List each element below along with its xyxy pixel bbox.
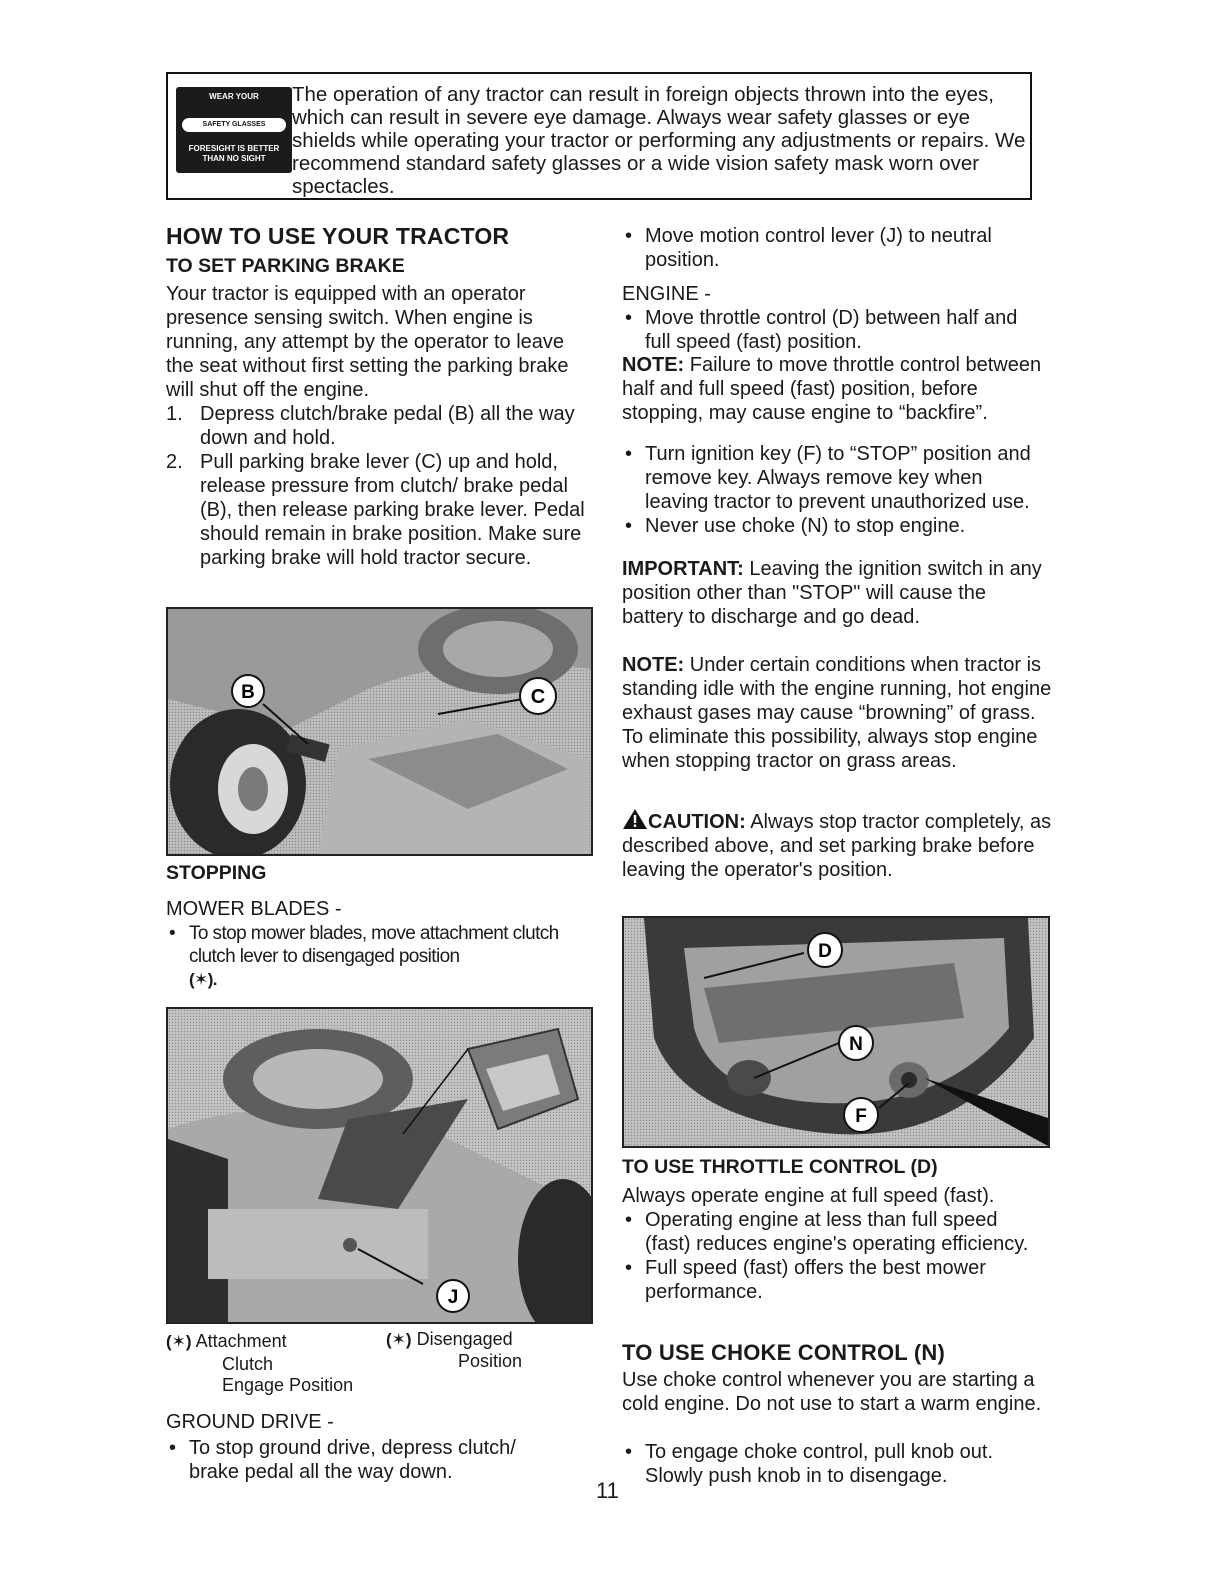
step-text: Depress clutch/brake pedal (B) all the way down and hold. — [200, 403, 575, 449]
bullet-text: Full speed (fast) offers the best mower performance. — [645, 1257, 986, 1303]
callout-label: J — [447, 1287, 459, 1308]
note-text: Failure to move throttle control between half and full speed (fast) position, before stopping, may cause engine to “backfire”. — [622, 354, 1042, 424]
list-item — [166, 450, 586, 570]
step-number: 2. — [166, 451, 183, 473]
bullet-text: Turn ignition key (F) to “STOP” position and remove key. Always remove key when leaving tractor to prevent unauthorized use. — [645, 443, 1031, 513]
ground-drive-label: GROUND DRIVE - — [166, 1411, 334, 1433]
page-number: 11 — [596, 1478, 619, 1503]
throttle-intro: Always operate engine at full speed (fast). — [622, 1185, 995, 1207]
section-title: HOW TO USE YOUR TRACTOR — [166, 223, 510, 249]
caution-label: CAUTION: — [648, 811, 746, 833]
note-browning — [622, 653, 1052, 773]
bullet: • — [625, 443, 633, 465]
warning-triangle-icon — [622, 808, 648, 830]
parking-brake-heading: TO SET PARKING BRAKE — [166, 255, 405, 277]
bullet: • — [625, 1209, 633, 1231]
icon-text-line: SAFETY GLASSES — [182, 118, 286, 132]
parking-brake-figure — [166, 607, 593, 856]
motion-control-illustration — [168, 1009, 591, 1322]
caption-line: Engage Position — [222, 1375, 354, 1395]
icon-text-line: WEAR YOUR — [209, 92, 259, 101]
list-item — [622, 1208, 1047, 1256]
callout-label: D — [818, 941, 832, 962]
callout-label: F — [855, 1106, 867, 1127]
bullet-text: Operating engine at less than full speed (fast) reduces engine's operating efficiency. — [645, 1209, 1029, 1255]
engine-controls-figure — [622, 916, 1050, 1148]
throttle-list — [622, 306, 1047, 354]
step-text: Pull parking brake lever (C) up and hold, release pressure from clutch/ brake pedal (B), then release parking brake lever. Pedal should remain in brake position. Make sure parking brake will hold tractor secure. — [200, 451, 585, 569]
stopping-heading: STOPPING — [166, 862, 267, 884]
safety-glasses-icon — [176, 87, 292, 173]
bullet-text: To stop ground drive, depress clutch/ brake pedal all the way down. — [189, 1437, 516, 1483]
neutral-list — [622, 224, 1047, 272]
safety-warning-box — [166, 72, 1032, 200]
list-item — [166, 1436, 566, 1484]
icon-text-line — [176, 144, 292, 164]
caution-text: Always stop tractor completely, as described above, and set parking brake before leaving the operator's position. — [622, 811, 1052, 881]
bullet-text: Move motion control lever (J) to neutral position. — [645, 225, 992, 271]
note-backfire — [622, 353, 1052, 425]
safety-warning-text: The operation of any tractor can result in foreign objects thrown into the eyes, which can result in severe eye damage. Always wear safety glasses or eye shields while operating your tractor or performing any adjustments or repairs. We recommend standard safety glasses or a wide vision safety mask worn over spectacles. — [292, 83, 1026, 198]
clutch-engage-symbol: (✶) — [166, 1332, 192, 1351]
caution-note — [622, 808, 1052, 882]
list-item — [622, 442, 1047, 514]
list-item — [166, 402, 586, 450]
bullet-text: To stop mower blades, move attachment clutch clutch lever to disengaged position — [189, 923, 559, 967]
engine-label: ENGINE - — [622, 283, 711, 305]
list-item — [622, 1440, 1047, 1488]
list-item — [622, 1256, 1047, 1304]
caption-line: Position — [458, 1351, 523, 1371]
note-label: NOTE: — [622, 354, 685, 376]
clutch-disengage-symbol: (✶). — [189, 970, 217, 989]
disengage-caption — [386, 1329, 513, 1350]
caption-line: Attachment — [195, 1331, 287, 1351]
important-note — [622, 557, 1052, 629]
parking-brake-steps — [166, 402, 586, 570]
parking-brake-intro: Your tractor is equipped with an operator presence sensing switch. When engine is running, any attempt by the operator to leave the seat without first setting the parking brake will shut off the engine. — [166, 283, 569, 401]
clutch-disengage-symbol: (✶) — [386, 1330, 412, 1349]
step-number: 1. — [166, 403, 183, 425]
choke-bullets — [622, 1440, 1047, 1488]
note-text: Under certain conditions when tractor is standing idle with the engine running, hot engine exhaust gases may cause “browning” of grass. To eliminate this possibility, always stop engine when stopping tractor on grass areas. — [622, 654, 1052, 772]
callout-label: N — [849, 1034, 863, 1055]
list-item — [622, 224, 1047, 272]
bullet: • — [169, 1437, 177, 1459]
parking-brake-illustration — [168, 609, 591, 854]
icon-text-line: FORESIGHT IS BETTER — [188, 144, 280, 153]
important-label: IMPORTANT: — [622, 558, 744, 580]
important-text: Leaving the ignition switch in any position other than "STOP" will cause the battery to discharge and go dead. — [622, 558, 1042, 628]
bullet: • — [625, 1441, 633, 1463]
mower-blades-list — [166, 922, 586, 991]
list-item — [622, 514, 1047, 538]
mower-blades-label: MOWER BLADES - — [166, 898, 342, 920]
engage-caption — [166, 1331, 287, 1352]
bullet: • — [625, 225, 633, 247]
key-choke-list — [622, 442, 1047, 538]
list-item — [622, 306, 1047, 354]
choke-heading: TO USE CHOKE CONTROL (N) — [622, 1340, 945, 1365]
callout-label: B — [241, 682, 255, 703]
throttle-bullets — [622, 1208, 1047, 1304]
icon-text-line: THAN NO SIGHT — [202, 154, 266, 163]
caption-line: Disengaged — [416, 1329, 513, 1349]
throttle-heading: TO USE THROTTLE CONTROL (D) — [622, 1156, 938, 1178]
bullet: • — [625, 307, 633, 329]
list-item — [166, 922, 586, 991]
bullet: • — [625, 515, 633, 537]
bullet: • — [169, 923, 176, 944]
bullet-text: Never use choke (N) to stop engine. — [645, 515, 966, 537]
caption-line: Clutch — [222, 1354, 274, 1374]
bullet-text: To engage choke control, pull knob out. Slowly push knob in to disengage. — [645, 1441, 994, 1487]
callout-label: C — [530, 686, 546, 708]
motion-control-figure — [166, 1007, 593, 1324]
engine-controls-illustration — [624, 918, 1048, 1146]
bullet-text: Move throttle control (D) between half and full speed (fast) position. — [645, 307, 1018, 353]
ground-drive-list — [166, 1436, 566, 1484]
bullet: • — [625, 1257, 633, 1279]
choke-intro: Use choke control whenever you are starting a cold engine. Do not use to start a warm engine. — [622, 1369, 1042, 1415]
note-label: NOTE: — [622, 654, 685, 676]
